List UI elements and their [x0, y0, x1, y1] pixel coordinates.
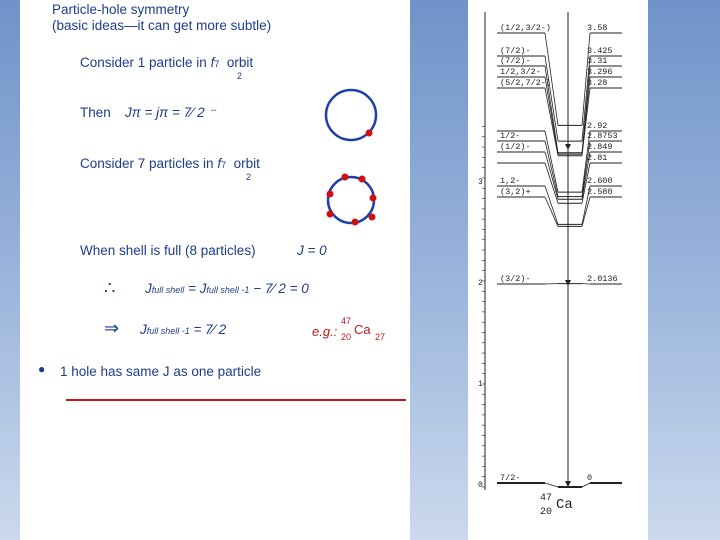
level-energy: 2.600: [587, 176, 613, 186]
level-spin: (3/2)-: [500, 274, 531, 284]
bullet-dot: ●: [38, 362, 46, 376]
arrow-head: [565, 144, 571, 150]
level-connector: [545, 197, 558, 226]
nucleus-mass: 47: [540, 493, 553, 504]
level-spin: (7/2)-: [500, 46, 531, 56]
level-energy: 3.296: [587, 67, 613, 77]
level-connector: [545, 483, 558, 487]
level-connector: [582, 483, 590, 487]
level-connector: [545, 77, 558, 154]
implies-symbol: ⇒: [104, 318, 120, 338]
f-subscript-two-b: 2: [246, 172, 252, 182]
level-energy: 2.92: [587, 121, 608, 131]
level-energy: 2.81: [587, 153, 608, 163]
level-spin: 1/2,3/2-: [500, 67, 541, 77]
therefore-equation: Jfull shell = Jfull shell -1 − 7⁄ 2 = 0: [145, 281, 309, 296]
level-energy: 0: [587, 473, 593, 483]
level-energy: 2.580: [587, 187, 613, 197]
then-label: Then: [80, 105, 111, 120]
nucleus-element: Ca: [556, 497, 573, 513]
axis-tick-label: 2: [478, 279, 483, 288]
axis-tick-label: 0: [478, 481, 483, 490]
implies-equation: Jfull shell -1 = 7⁄ 2: [140, 322, 227, 337]
level-energy: 3.31: [587, 56, 608, 66]
then-equation: Jπ = jπ = 7⁄ 2 ⁻: [125, 105, 216, 120]
level-spin: 7/2-: [500, 473, 521, 483]
axis-tick-label: 3: [478, 178, 483, 187]
level-spin: (3,2)+: [500, 187, 531, 197]
consider-one-text: Consider 1 particle in f7 orbit: [80, 55, 254, 70]
axis-tick-label: 1: [478, 380, 483, 389]
level-spin: (7/2)-: [500, 56, 531, 66]
j-zero: J = 0: [297, 243, 327, 258]
arrow-head: [565, 280, 571, 286]
bullet-text: 1 hole has same J as one particle: [60, 364, 262, 379]
level-connector: [582, 197, 590, 226]
level-energy: 2.849: [587, 142, 613, 152]
slide-subtitle: (basic ideas—it can get more subtle): [52, 18, 272, 33]
level-energy: 2.0136: [587, 274, 618, 284]
level-spin: 1,2-: [500, 176, 521, 186]
level-energy: 3.58: [587, 23, 608, 33]
level-spin: (1/2,3/2-): [500, 23, 552, 33]
f-subscript-two: 2: [237, 71, 243, 81]
consider-seven-text: Consider 7 particles in f7 orbit: [80, 156, 260, 171]
level-energy: 3.28: [587, 78, 608, 88]
nucleus-z: 20: [540, 507, 553, 518]
f-symbol: f: [210, 55, 215, 70]
level-spin: (1/2)-: [500, 142, 531, 152]
level-energy: 3.425: [587, 46, 613, 56]
therefore-symbol: ∴: [104, 278, 116, 298]
level-spin: 1/2-: [500, 131, 521, 141]
slide-title: Particle-hole symmetry: [52, 2, 190, 17]
level-energy: 2.8753: [587, 131, 618, 141]
shell-full-text: When shell is full (8 particles): [80, 243, 256, 258]
level-spin: (5/2,7/2-): [500, 78, 552, 88]
